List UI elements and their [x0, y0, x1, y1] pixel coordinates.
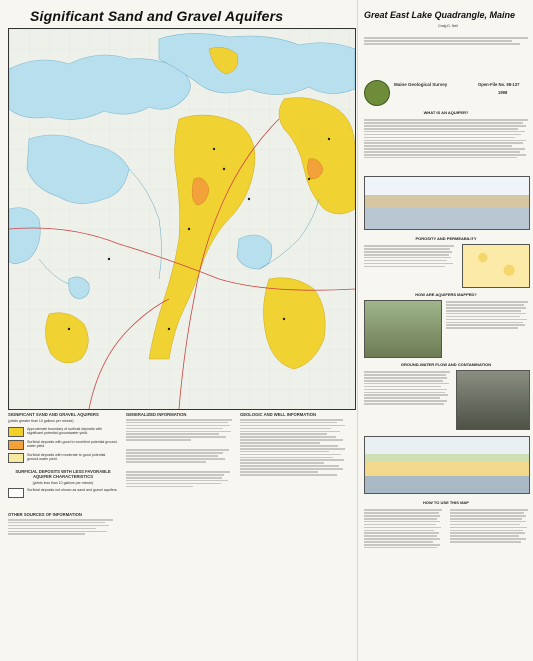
legend-subheading: (yields greater than 10 gallons per minute)	[8, 419, 74, 423]
right-panel	[357, 0, 533, 661]
aquifer-map[interactable]	[8, 28, 356, 410]
legend-item	[8, 427, 118, 437]
symbols-column	[126, 412, 234, 489]
legend-item-text: Approximate boundary of surficial deposits with significant potential groundwater yield.	[27, 427, 103, 436]
open-file-number: Open-File No. 98-137	[478, 82, 520, 87]
other-deposits-sub: (yields less than 10 gallons per minute)	[32, 481, 94, 485]
geology-column	[240, 412, 354, 477]
legend-area	[8, 412, 354, 657]
section-heading: HOW ARE AQUIFERS MAPPED?	[415, 292, 477, 297]
agency-name: Maine Geological Survey	[394, 82, 448, 87]
section-heading: HOW TO USE THIS MAP	[423, 500, 469, 505]
legend-item-text: Surficial deposits with moderate to good potential ground-water yield.	[27, 453, 106, 462]
publication-year: 1998	[498, 90, 508, 95]
legend-item-text: Surficial deposits with good to excellent potential ground-water yield.	[27, 440, 118, 449]
compiled-by: Craig D. Neil	[438, 24, 458, 28]
photo-sampling	[456, 370, 530, 430]
aquifer-diagram	[364, 176, 530, 230]
section-heading: WHAT IS AN AQUIFER?	[423, 110, 469, 115]
map-canvas	[9, 29, 355, 409]
legend-heading: SIGNIFICANT SAND AND GRAVEL AQUIFERS	[8, 412, 99, 417]
legend-item	[8, 488, 118, 498]
mgs-seal-icon	[364, 80, 390, 106]
quadrangle-title: Great East Lake Quadrangle, Maine	[364, 10, 516, 20]
legend-swatch-white	[8, 488, 24, 498]
legend-swatch-yellow	[8, 427, 24, 437]
section-heading: POROSITY AND PERMEABILITY	[415, 236, 477, 241]
symbols-heading: GENERALIZED INFORMATION	[126, 412, 187, 417]
legend-item-text: Surficial deposits not shown as sand and gravel aquifers.	[27, 488, 118, 492]
legend-swatch-orange	[8, 440, 24, 450]
other-deposits-heading: SURFICIAL DEPOSITS WITH LESS FAVORABLE AQUIFER CHARACTERISTICS	[15, 469, 111, 479]
legend-swatch-light	[8, 453, 24, 463]
sources-heading: OTHER SOURCES OF INFORMATION	[8, 512, 82, 517]
legend-item	[8, 453, 118, 463]
section-heading: GROUND-WATER FLOW AND CONTAMINATION	[400, 362, 492, 367]
contamination-diagram	[364, 436, 530, 494]
legend-item	[8, 440, 118, 450]
geology-heading: GEOLOGIC AND WELL INFORMATION	[240, 412, 316, 417]
photo-drilling	[364, 300, 442, 358]
porosity-diagram	[462, 244, 530, 288]
legend-column	[8, 412, 118, 536]
map-title: Significant Sand and Gravel Aquifers	[30, 8, 284, 24]
